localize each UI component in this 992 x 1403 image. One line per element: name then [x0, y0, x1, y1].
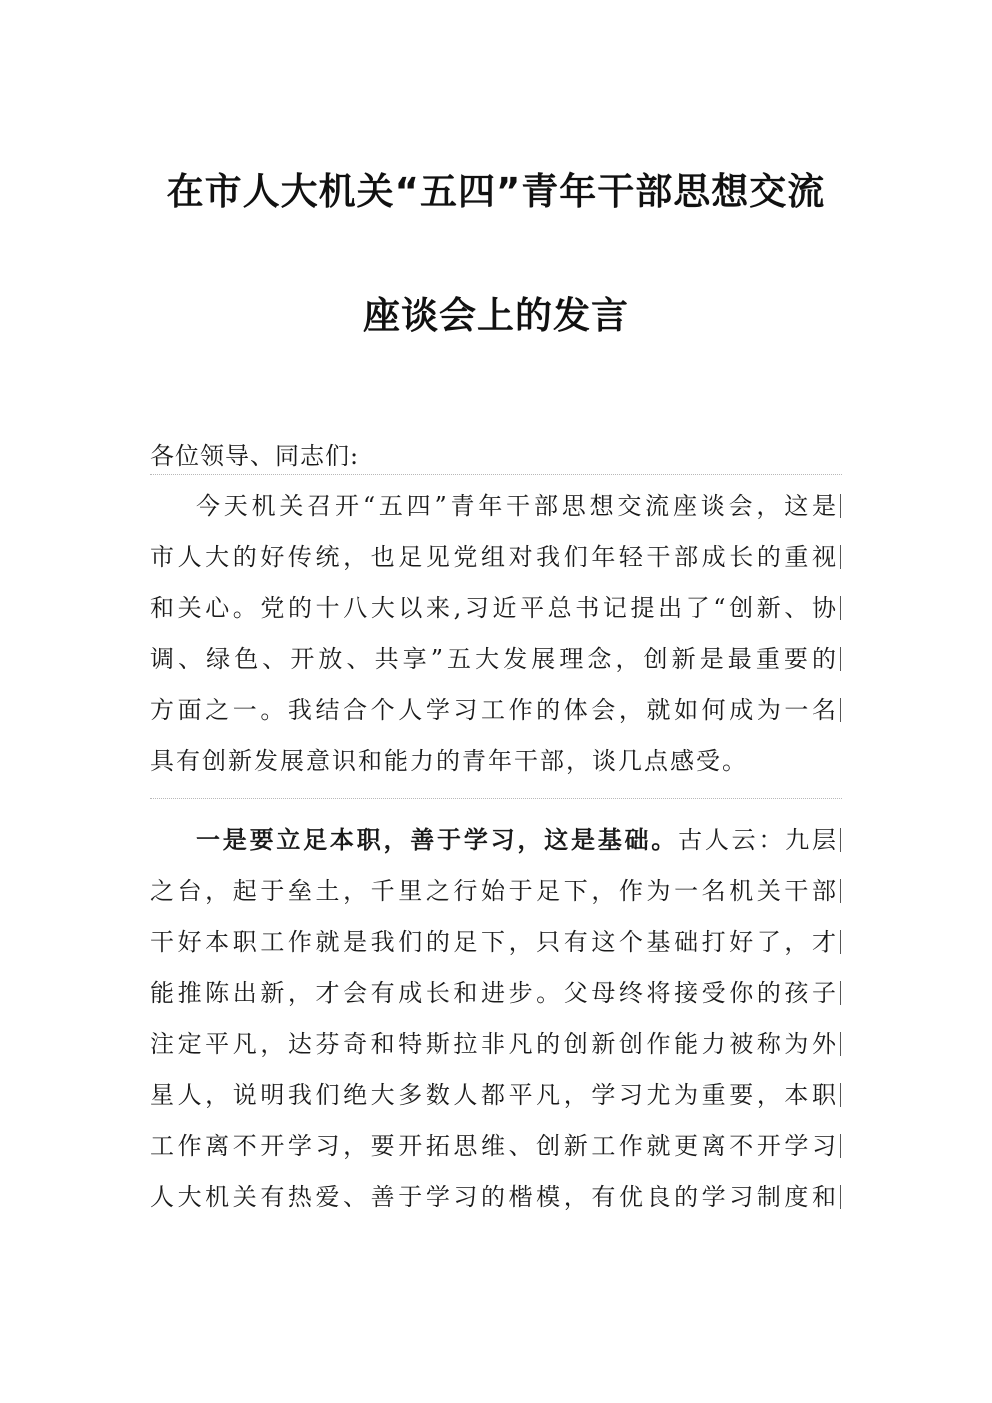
line-margin-mark [840, 1083, 841, 1107]
line-margin-mark [840, 879, 841, 903]
document-title-line-2: 座谈会上的发言 [363, 294, 629, 337]
line-margin-mark [840, 828, 841, 852]
paragraph-line: 和关心。党的十八大以来,习近平总书记提出了“创新、协 [150, 594, 838, 622]
paragraph-line: 星人，说明我们绝大多数人都平凡，学习尤为重要，本职 [150, 1081, 838, 1109]
paragraph-line: 干好本职工作就是我们的足下，只有这个基础打好了，才 [150, 928, 838, 956]
paragraph-point-one [150, 800, 842, 1250]
paragraph-lead-line [196, 820, 838, 860]
paragraph-line: 工作离不开学习，要开拓思维、创新工作就更离不开学习 [150, 1132, 838, 1160]
paragraph-line: 调、绿色、开放、共享”五大发展理念，创新是最重要的 [150, 645, 838, 673]
line-margin-mark [840, 981, 841, 1005]
paragraph-line: 市人大的好传统，也足见党组对我们年轻干部成长的重视 [150, 543, 838, 571]
point-heading: 一是要立足本职，善于学习，这是基础。 [196, 825, 679, 854]
paragraph-border-top [150, 474, 842, 475]
paragraph-line: 能推陈出新，才会有成长和进步。父母终将接受你的孩子 [150, 979, 838, 1007]
paragraph-line: 人大机关有热爱、善于学习的楷模，有优良的学习制度和 [150, 1183, 838, 1211]
line-margin-mark [840, 647, 841, 671]
paragraph-line: 方面之一。我结合个人学习工作的体会，就如何成为一名 [150, 696, 838, 724]
line-margin-mark [840, 545, 841, 569]
paragraph-border-bottom [150, 798, 842, 799]
salutation: 各位领导、同志们: [150, 442, 360, 470]
point-heading-continuation: 古人云：九层 [678, 826, 839, 854]
document-title-line-1: 在市人大机关“五四”青年干部思想交流 [166, 170, 826, 213]
line-margin-mark [840, 698, 841, 722]
paragraph-line: 注定平凡，达芬奇和特斯拉非凡的创新创作能力被称为外 [150, 1030, 838, 1058]
line-margin-mark [840, 1134, 841, 1158]
paragraph-line: 今天机关召开“五四”青年干部思想交流座谈会，这是 [196, 492, 838, 520]
paragraph-intro [150, 470, 842, 800]
paragraph-line: 之台，起于垒土，千里之行始于足下，作为一名机关干部 [150, 877, 838, 905]
paragraph-line: 具有创新发展意识和能力的青年干部，谈几点感受。 [150, 747, 748, 775]
line-margin-mark [840, 494, 841, 518]
line-margin-mark [840, 1185, 841, 1209]
line-margin-mark [840, 596, 841, 620]
line-margin-mark [840, 930, 841, 954]
line-margin-mark [840, 1032, 841, 1056]
